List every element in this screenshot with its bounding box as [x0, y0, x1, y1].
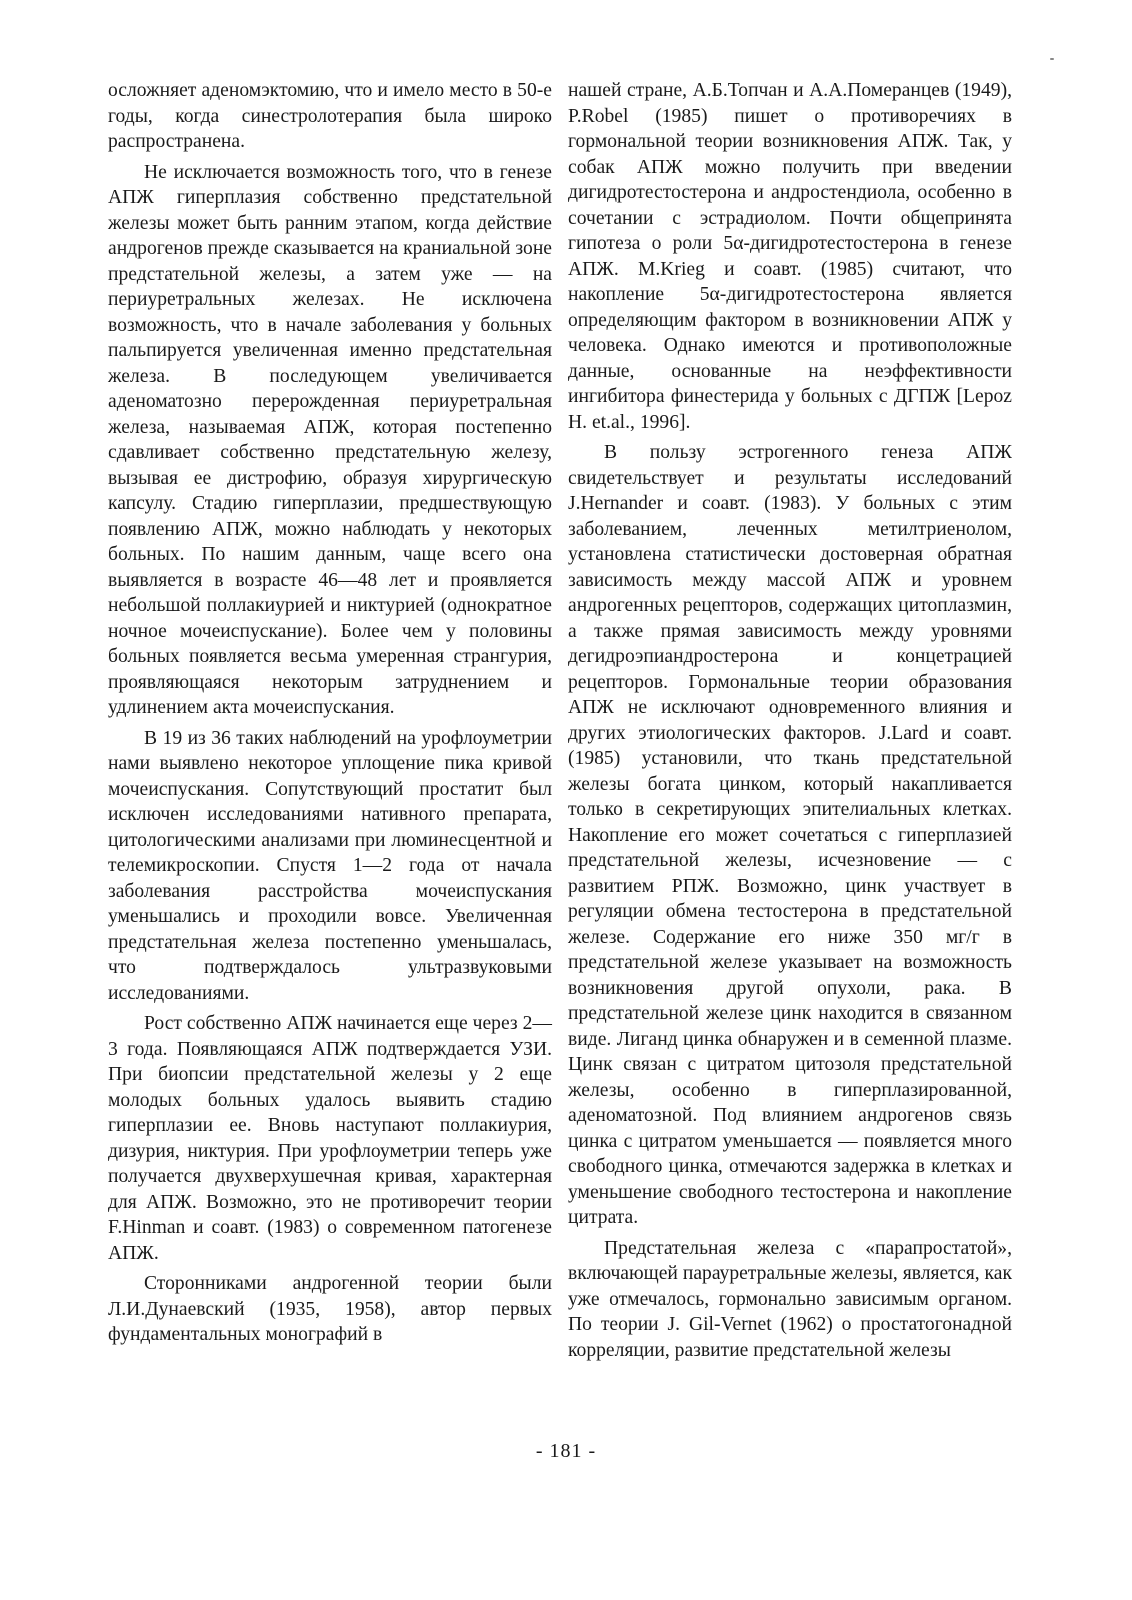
paragraph: Не исключается возможность того, что в генезе АПЖ гиперплазия собственно предстательной железы может быть ранним этапом, когда действие андрогенов прежде сказывается на краниальной зоне предстательной железы, а затем уже — на периуретральных железах. Не исключена возможность, что в начале заболевания у больных пальпируется увеличенная именно предстательная железа. В последующем увеличивается аденоматозно перерожденная периуретральная железа, называемая АПЖ, которая постепенно сдавливает собственно предстательную железу, вызывая ее дистрофию, образуя хирургическую капсулу. Стадию гиперплазии, предшествующую появлению АПЖ, можно наблюдать у некоторых больных. По нашим данным, чаще всего она выявляется в возрасте 46—48 лет и проявляется небольшой поллакиурией и никтурией (однократное ночное мочеиспускание). Более чем у половины больных появляется весьма умеренная странгурия, проявляющаяся некоторым затруднением и удлинением акта мочеиспускания. — [108, 161, 552, 718]
paragraph: нашей стране, А.Б.Топчан и А.А.Померанцев (1949), P.Robel (1985) пишет о противоречиях в гормональной теории возникновения АПЖ. Так, у собак АПЖ можно получить при введении дигидротестостерона и андростендиола, особенно в сочетании с эстрадиолом. Почти общепринята гипотеза о роли 5α-дигидротестостерона в генезе АПЖ. M.Krieg и соавт. (1985) считают, что накопление 5α-дигидротестостерона является определяющим фактором в возникновении АПЖ у человека. Однако имеются и противоположные данные, основанные на неэффективности ингибитора финестерида у больных с ДГПЖ [Lepoz H. et.al., 1996]. — [568, 80, 1012, 433]
paragraph: Предстательная железа с «парапростатой», включающей парауретральные железы, является, как уже отмечалось, гормонально зависимым органом. По теории J. Gil-Vernet (1962) о простатогонадной корреляции, развитие предстательной железы — [568, 1237, 1012, 1361]
page-number: - 181 - — [535, 1440, 597, 1462]
right-column — [568, 78, 1012, 1368]
paragraph: осложняет аденомэктомию, что и имело место в 50-е годы, когда синестролотерапия была широко распространена. — [108, 80, 552, 152]
paragraph: В пользу эстрогенного генеза АПЖ свидетельствует и результаты исследований J.Hernander и соавт. (1983). У больных с этим заболеванием, леченных метилтриенолом, установлена статистически достоверная обратная зависимость между массой АПЖ и уровнем андрогенных рецепторов, содержащих цитоплазмин, а также прямая зависимость между уровнями дегидроэпиандростерона и концетрацией рецепторов. Гормональные теории образования АПЖ не исключают одновременного влияния и других этиологических факторов. J.Lard и соавт. (1985) установили, что ткань предстательной железы богата цинком, который накапливается только в секретирующих эпителиальных клетках. Накопление его может сочетаться с гиперплазией предстательной железы, исчезновение — с развитием РПЖ. Возможно, цинк участвует в регуляции обмена тестостерона в предстательной железе. Содержание его ниже 350 мг/г в предстательной железе указывает на возможность возникновения другой опухоли, рака. В предстательной железе цинк находится в связанном виде. Лиганд цинка обнаружен и в семенной плазме. Цинк связан с цитратом цитозоля предстательной железы, особенно в гиперплазированной, аденоматозной. Под влиянием андрогенов связь цинка с цитратом уменьшается — появляется много свободного цинка, отмечаются задержка в клетках и уменьшение свободного тестостерона и накопление цитрата. — [568, 442, 1012, 1228]
paragraph: Сторонниками андрогенной теории были Л.И.Дунаевский (1935, 1958), автор первых фундаментальных монографий в — [108, 1273, 552, 1345]
paragraph: Рост собственно АПЖ начинается еще через 2—3 года. Появляющаяся АПЖ подтверждается УЗИ. При биопсии предстательной железы у 2 еще молодых больных удалось выявить стадию гиперплазии ее. Вновь наступают поллакиурия, дизурия, никтурия. При урофлоуметрии теперь уже получается двухверхушечная кривая, характерная для АПЖ. Возможно, это не противоречит теории F.Hinman и соавт. (1983) о современном патогенезе АПЖ. — [108, 1013, 552, 1264]
scan-speck — [1050, 58, 1054, 60]
paragraph: В 19 из 36 таких наблюдений на урофлоуметрии нами выявлено некоторое уплощение пика кривой мочеиспускания. Сопутствующий простатит был исключен исследованиями нативного препарата, цитологическими анализами при люминесцентной и телемикроскопии. Спустя 1—2 года от начала заболевания расстройства мочеиспускания уменьшались и проходили вовсе. Увеличенная предстательная железа постепенно уменьшалась, что подтверждалось ультразвуковыми исследованиями. — [108, 727, 552, 1004]
left-column — [108, 78, 552, 1353]
